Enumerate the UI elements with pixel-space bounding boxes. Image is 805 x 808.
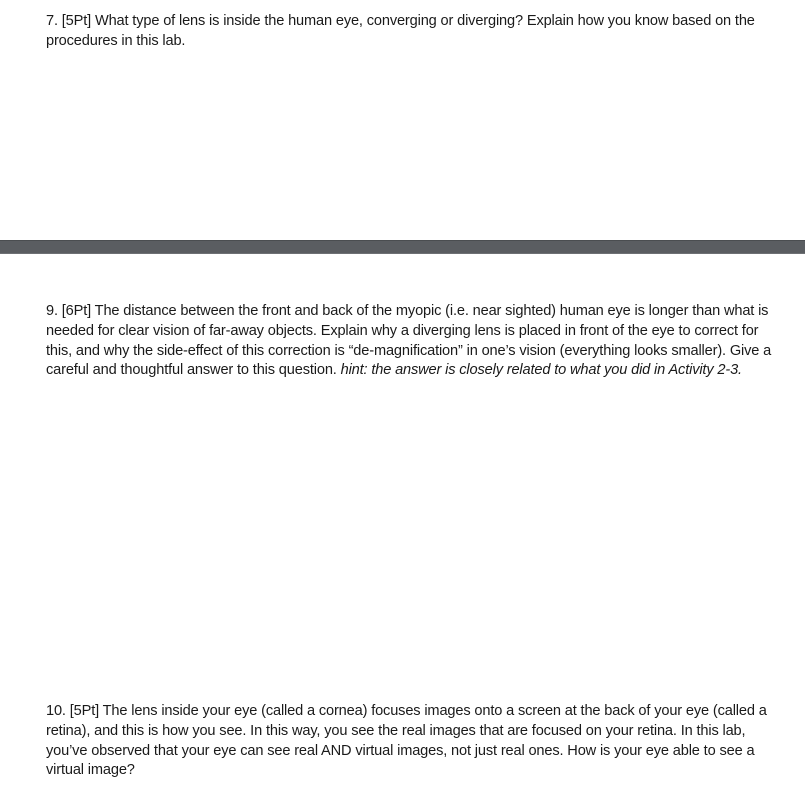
question-9: [46, 302, 774, 381]
question-9-hint: hint: the answer is closely related to what you did in Activity 2-3.: [340, 362, 742, 379]
document-page-bottom: [0, 254, 805, 808]
page-separator: [0, 240, 805, 254]
question-10: 10. [5Pt] The lens inside your eye (called a cornea) focuses images onto a screen at the back of your eye (called a retina), and this is how you see. In this way, you see the real images that are focused on your retina. In this lab, you’ve observed that your eye can see real AND virtual images, not just real ones. How is your eye able to see a virtual image?: [46, 703, 767, 779]
question-7: 7. [5Pt] What type of lens is inside the human eye, converging or diverging? Explain how you know based on the procedures in this lab.: [46, 13, 755, 49]
document-page-top: [0, 0, 805, 240]
question-9-text: 9. [6Pt] The distance between the front and back of the myopic (i.e. near sighted) human eye is longer than what is needed for clear vision of far-away objects. Explain why a diverging lens is placed in front of the eye to correct for this, and why the side-effect of this correction is “de-magnification” in one’s vision (everything looks smaller). Give a careful and thoughtful answer to this question.: [46, 303, 772, 379]
